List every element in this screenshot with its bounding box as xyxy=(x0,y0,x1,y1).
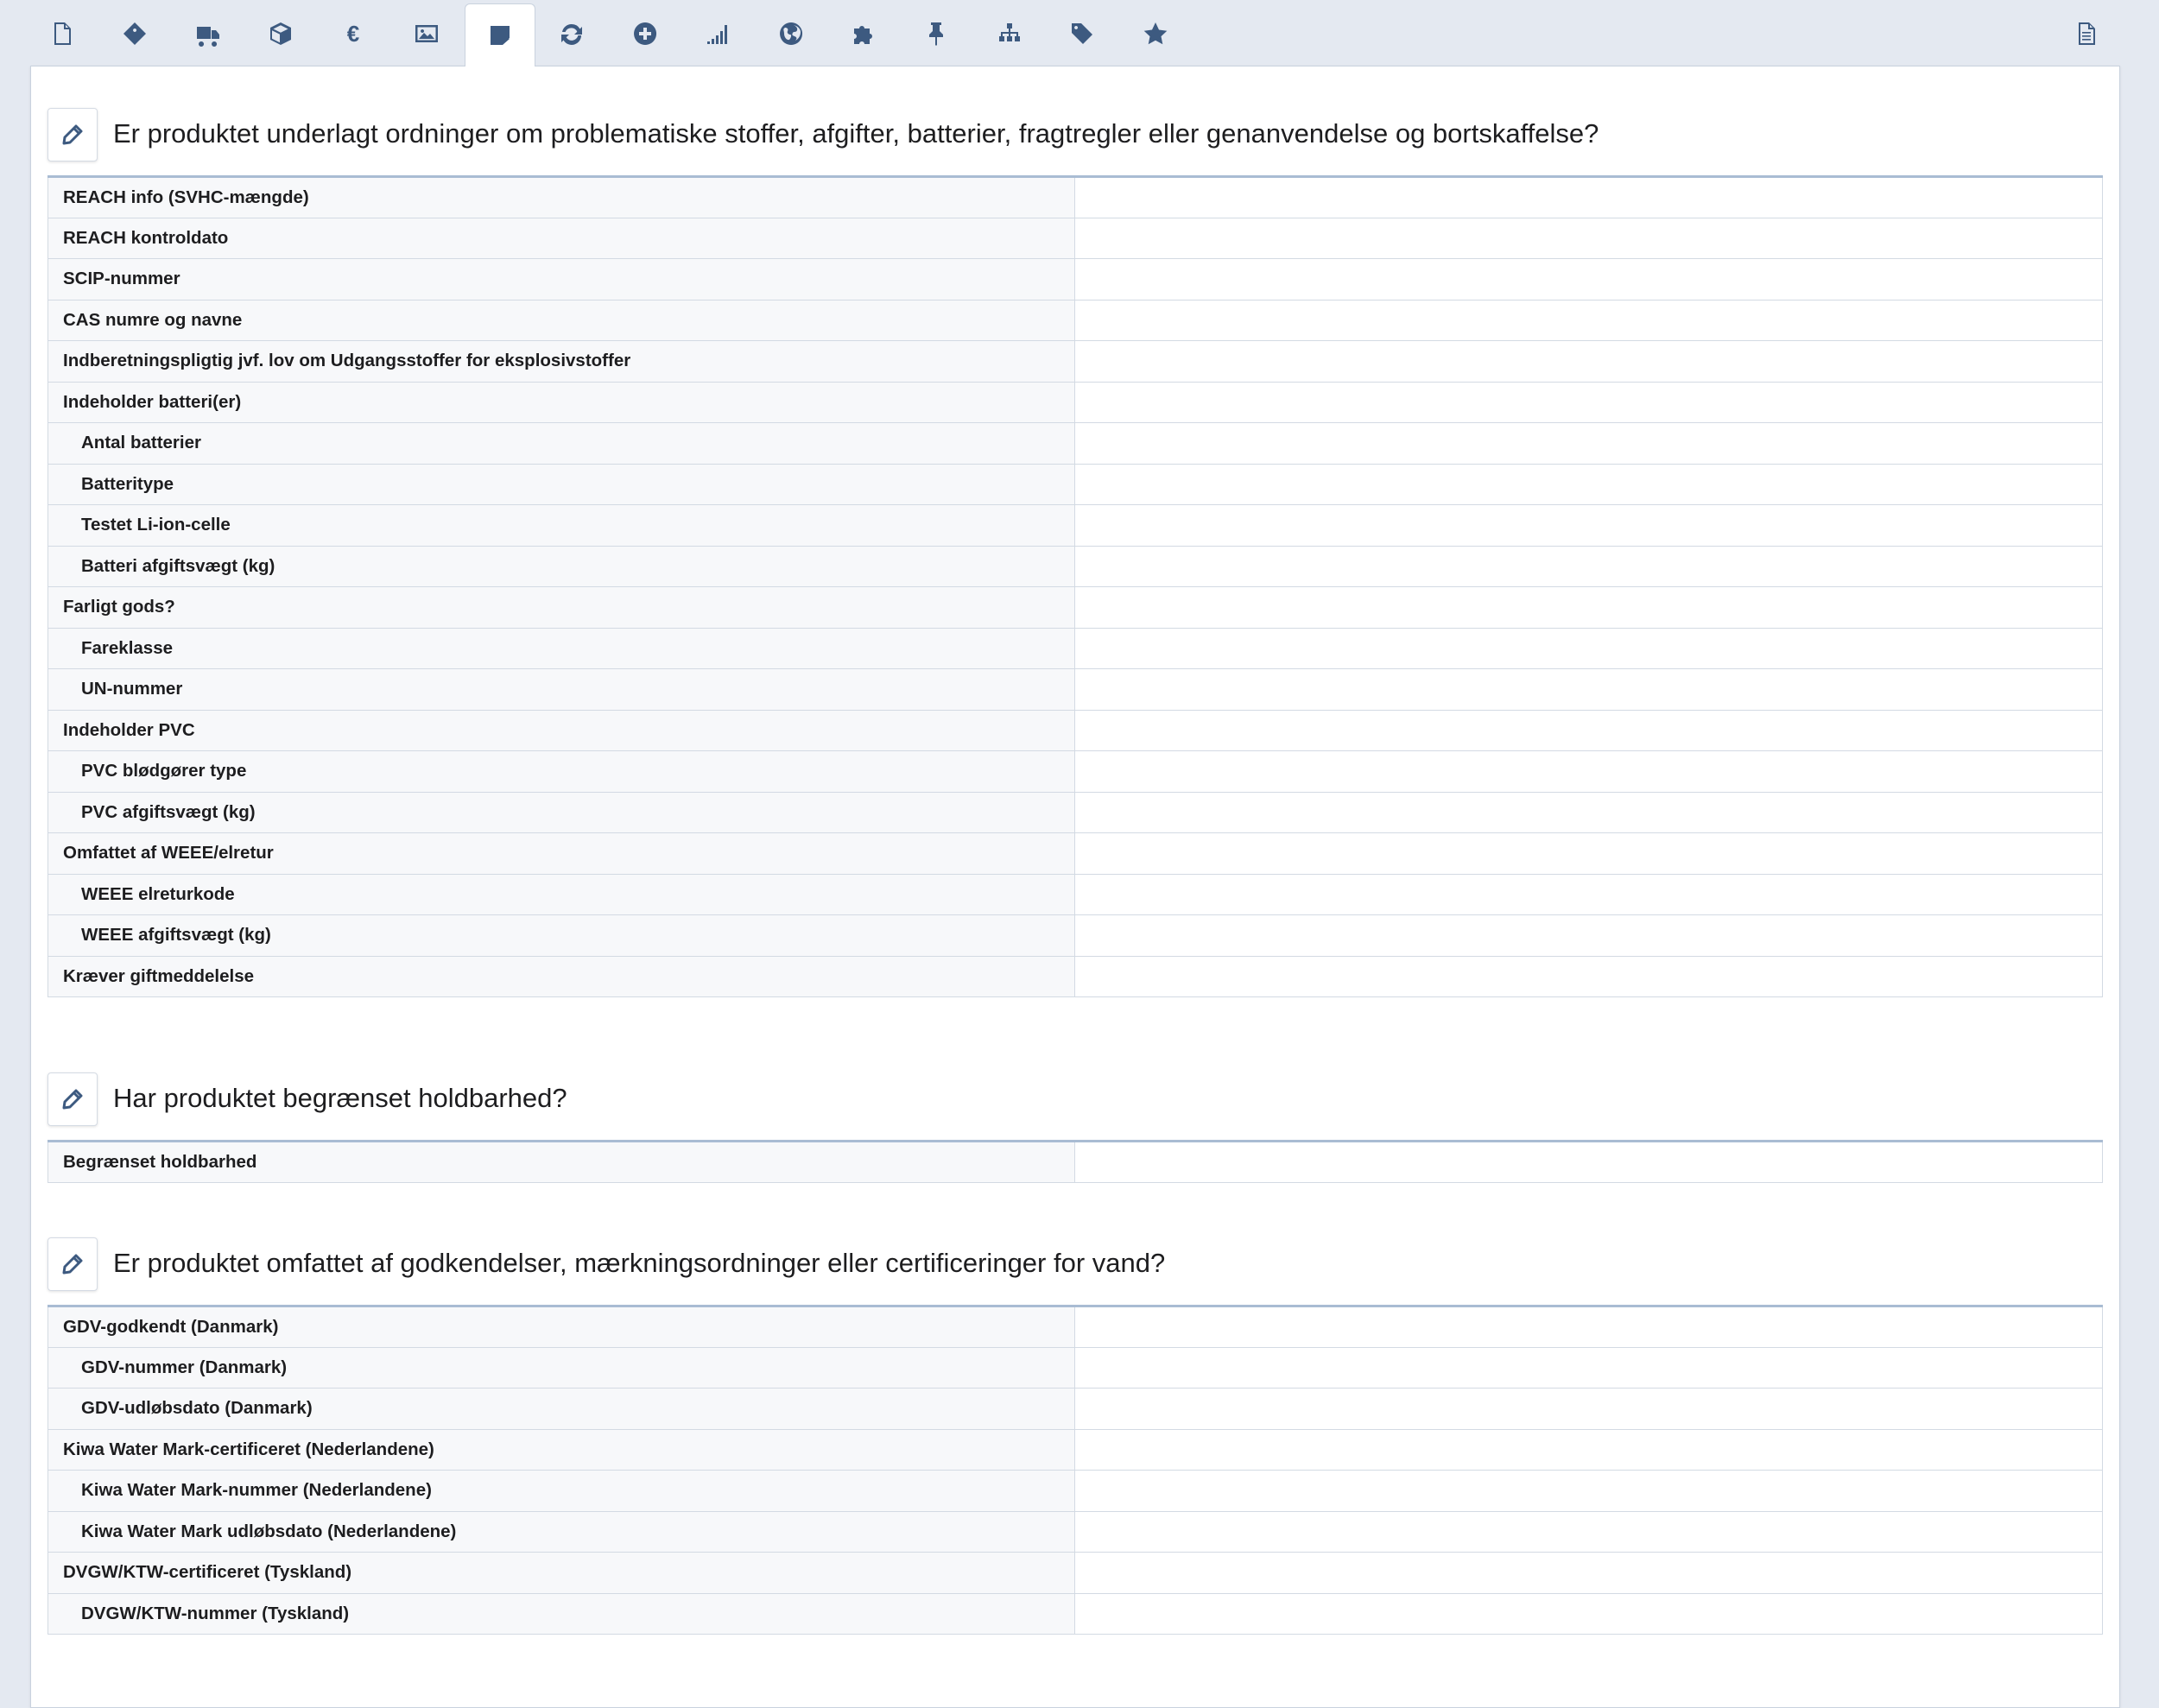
table-row xyxy=(48,874,2103,915)
property-value[interactable] xyxy=(1075,1429,2103,1471)
property-value[interactable] xyxy=(1075,300,2103,341)
property-label: SCIP-nummer xyxy=(48,259,1075,300)
property-label: Indeholder PVC xyxy=(48,710,1075,751)
table-row xyxy=(48,792,2103,833)
tab-logistics[interactable] xyxy=(174,5,243,62)
properties-table xyxy=(47,1305,2103,1635)
property-label: Begrænset holdbarhed xyxy=(48,1142,1075,1183)
property-label: Testet Li-ion-celle xyxy=(48,505,1075,547)
property-label: Kiwa Water Mark-nummer (Nederlandene) xyxy=(48,1471,1075,1512)
tab-bar xyxy=(0,0,2159,67)
property-label: Kræver giftmeddelelse xyxy=(48,956,1075,997)
property-value[interactable] xyxy=(1075,956,2103,997)
tab-structure[interactable] xyxy=(975,5,1044,62)
table-row xyxy=(48,1593,2103,1635)
properties-table xyxy=(47,175,2103,997)
table-row xyxy=(48,546,2103,587)
property-value[interactable] xyxy=(1075,1389,2103,1430)
table-row xyxy=(48,382,2103,423)
property-label: WEEE afgiftsvægt (kg) xyxy=(48,915,1075,957)
truck-icon xyxy=(194,20,222,47)
property-label: Omfattet af WEEE/elretur xyxy=(48,833,1075,875)
edit-button-regulations[interactable] xyxy=(47,108,98,161)
property-label: Antal batterier xyxy=(48,423,1075,465)
tab-statistics[interactable] xyxy=(683,5,752,62)
pencil-icon xyxy=(61,1253,84,1275)
tab-package[interactable] xyxy=(246,5,315,62)
property-label: GDV-godkendt (Danmark) xyxy=(48,1306,1075,1348)
table-row xyxy=(48,833,2103,875)
property-label: REACH info (SVHC-mængde) xyxy=(48,177,1075,218)
table-row xyxy=(48,1553,2103,1594)
property-label: Fareklasse xyxy=(48,628,1075,669)
file-icon xyxy=(48,20,76,47)
table-row xyxy=(48,710,2103,751)
property-label: CAS numre og navne xyxy=(48,300,1075,341)
property-value[interactable] xyxy=(1075,259,2103,300)
table-row xyxy=(48,300,2103,341)
property-label: Batteri afgiftsvægt (kg) xyxy=(48,546,1075,587)
tab-datasheet[interactable] xyxy=(2052,5,2121,62)
content-panel xyxy=(30,66,2120,1708)
table-row xyxy=(48,587,2103,629)
pin-icon xyxy=(922,20,950,47)
table-row xyxy=(48,1471,2103,1512)
euro-icon xyxy=(339,20,367,47)
table-row xyxy=(48,751,2103,793)
properties-table xyxy=(47,1140,2103,1183)
tab-add[interactable] xyxy=(611,5,680,62)
property-value[interactable] xyxy=(1075,1471,2103,1512)
property-value[interactable] xyxy=(1075,423,2103,465)
table-row xyxy=(48,669,2103,711)
property-value[interactable] xyxy=(1075,751,2103,793)
section-title: Er produktet underlagt ordninger om problematiske stoffer, afgifter, batterier, fragtregler eller genanvendelse og bortskaffelse? xyxy=(113,118,1599,149)
property-label: PVC afgiftsvægt (kg) xyxy=(48,792,1075,833)
table-row xyxy=(48,1306,2103,1348)
section-title: Er produktet omfattet af godkendelser, mærkningsordninger eller certificeringer for vand? xyxy=(113,1248,1166,1278)
refresh-icon xyxy=(558,20,586,47)
property-value[interactable] xyxy=(1075,505,2103,547)
property-value[interactable] xyxy=(1075,1306,2103,1348)
globe-icon xyxy=(777,20,805,47)
table-row xyxy=(48,1511,2103,1553)
property-value[interactable] xyxy=(1075,218,2103,259)
property-value[interactable] xyxy=(1075,628,2103,669)
section-title: Har produktet begrænset holdbarhed? xyxy=(113,1083,567,1113)
property-label: Indberetningspligtig jvf. lov om Udgangsstoffer for eksplosivstoffer xyxy=(48,341,1075,383)
document-text-icon xyxy=(2073,20,2100,47)
plus-circle-icon xyxy=(631,20,659,47)
table-row xyxy=(48,956,2103,997)
property-value[interactable] xyxy=(1075,546,2103,587)
property-value[interactable] xyxy=(1075,587,2103,629)
property-value[interactable] xyxy=(1075,177,2103,218)
tab-markets[interactable] xyxy=(757,5,826,62)
tab-prices[interactable] xyxy=(319,5,388,62)
property-value[interactable] xyxy=(1075,915,2103,957)
section-shelf-life xyxy=(47,1072,2103,1183)
table-row xyxy=(48,218,2103,259)
table-row xyxy=(48,259,2103,300)
property-value[interactable] xyxy=(1075,669,2103,711)
property-value[interactable] xyxy=(1075,792,2103,833)
property-label: GDV-nummer (Danmark) xyxy=(48,1347,1075,1389)
property-value[interactable] xyxy=(1075,464,2103,505)
table-row xyxy=(48,423,2103,465)
table-row xyxy=(48,1142,2103,1183)
section-regulations xyxy=(47,108,2103,997)
property-value[interactable] xyxy=(1075,874,2103,915)
pencil-icon xyxy=(61,123,84,146)
tab-ean[interactable] xyxy=(100,5,169,62)
property-label: DVGW/KTW-certificeret (Tyskland) xyxy=(48,1553,1075,1594)
property-value[interactable] xyxy=(1075,833,2103,875)
signal-bars-icon xyxy=(704,20,731,47)
tab-sync[interactable] xyxy=(537,5,606,62)
property-label: UN-nummer xyxy=(48,669,1075,711)
property-label: PVC blødgører type xyxy=(48,751,1075,793)
table-row xyxy=(48,505,2103,547)
property-label: REACH kontroldato xyxy=(48,218,1075,259)
puzzle-icon xyxy=(850,20,877,47)
tab-file[interactable] xyxy=(28,5,97,62)
edit-button-water-certifications[interactable] xyxy=(47,1237,98,1291)
table-row xyxy=(48,177,2103,218)
property-value[interactable] xyxy=(1075,1142,2103,1183)
tag-diamond-icon xyxy=(121,20,149,47)
image-icon xyxy=(413,20,440,47)
tab-favorites[interactable] xyxy=(1121,5,1190,62)
sitemap-icon xyxy=(996,20,1023,47)
table-row xyxy=(48,1389,2103,1430)
property-label: Batteritype xyxy=(48,464,1075,505)
star-icon xyxy=(1142,20,1169,47)
table-row xyxy=(48,628,2103,669)
property-value[interactable] xyxy=(1075,382,2103,423)
property-label: Indeholder batteri(er) xyxy=(48,382,1075,423)
table-row xyxy=(48,1347,2103,1389)
property-value[interactable] xyxy=(1075,1347,2103,1389)
property-label: Kiwa Water Mark udløbsdato (Nederlandene) xyxy=(48,1511,1075,1553)
tab-images[interactable] xyxy=(392,5,461,62)
tab-notes[interactable] xyxy=(465,3,535,66)
property-value[interactable] xyxy=(1075,341,2103,383)
tab-accessories[interactable] xyxy=(829,5,898,62)
table-row xyxy=(48,915,2103,957)
property-label: Farligt gods? xyxy=(48,587,1075,629)
property-label: DVGW/KTW-nummer (Tyskland) xyxy=(48,1593,1075,1635)
property-label: Kiwa Water Mark-certificeret (Nederlandene) xyxy=(48,1429,1075,1471)
tag-icon xyxy=(1068,20,1096,47)
property-value[interactable] xyxy=(1075,1553,2103,1594)
tab-tags[interactable] xyxy=(1048,5,1117,62)
property-label: WEEE elreturkode xyxy=(48,874,1075,915)
svg-text:€: € xyxy=(346,21,360,47)
table-row xyxy=(48,1429,2103,1471)
edit-button-shelf-life[interactable] xyxy=(47,1072,98,1126)
table-row xyxy=(48,341,2103,383)
property-value[interactable] xyxy=(1075,1593,2103,1635)
cube-icon xyxy=(267,20,294,47)
table-row xyxy=(48,464,2103,505)
property-value[interactable] xyxy=(1075,1511,2103,1553)
pencil-icon xyxy=(61,1088,84,1110)
sticky-note-icon xyxy=(486,22,514,49)
tab-pinned[interactable] xyxy=(902,5,971,62)
section-water-certifications xyxy=(47,1237,2103,1635)
property-label: GDV-udløbsdato (Danmark) xyxy=(48,1389,1075,1430)
property-value[interactable] xyxy=(1075,710,2103,751)
